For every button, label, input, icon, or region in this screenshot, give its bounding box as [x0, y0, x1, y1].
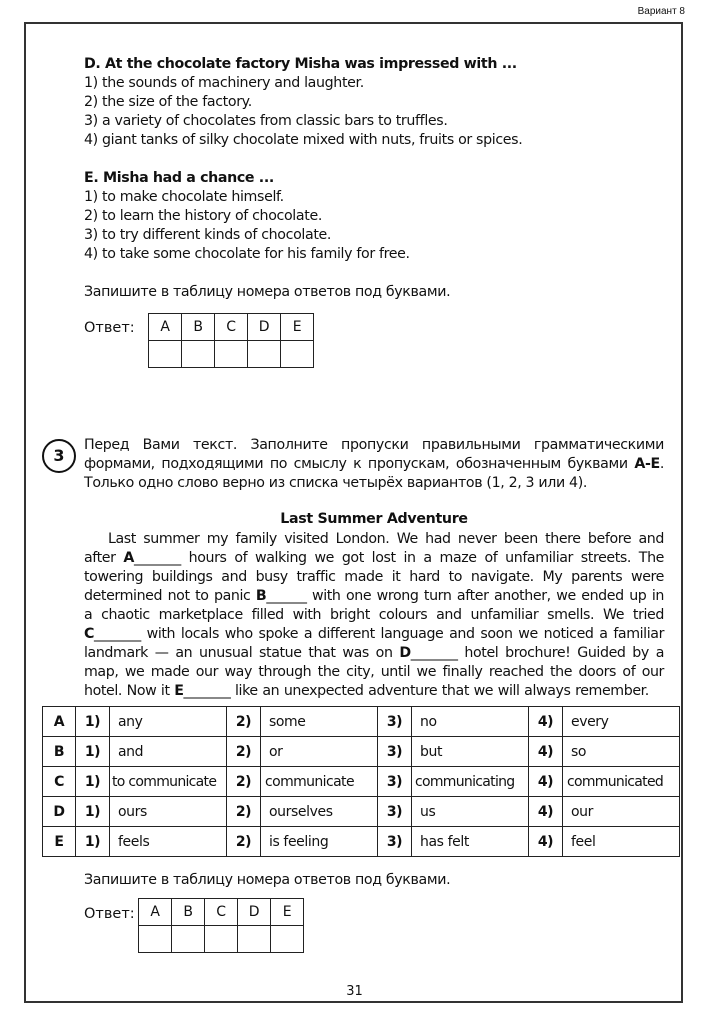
- variant-label: Вариант 8: [637, 6, 685, 17]
- answer-cell-b[interactable]: [172, 926, 205, 953]
- answer-letter: A: [139, 899, 172, 926]
- option-number: 2): [227, 767, 261, 797]
- row-letter: C: [43, 767, 76, 797]
- answer-cell-c[interactable]: [205, 926, 238, 953]
- story-title: Last Summer Adventure: [280, 511, 468, 527]
- story-segment: hours of walking we got lost in a maze of unfamiliar streets. The towering buildings and busy traffic made it hard to navigate. My parents were determined not to panic: [84, 550, 664, 604]
- option-word: is feeling: [261, 827, 378, 857]
- option-number: 1): [76, 767, 110, 797]
- page-number: 31: [346, 984, 363, 999]
- option-word: ours: [110, 797, 227, 827]
- story-segment: Last summer my family visited London. We had never been there before and after: [84, 531, 664, 566]
- answer-table-inputs: [139, 926, 304, 953]
- option-number: 4): [529, 767, 563, 797]
- story-segment: with locals who spoke a different language and soon we noticed a familiar landmark — an unusual statue that was on: [84, 626, 664, 661]
- gap-blank-e: _______: [183, 683, 231, 699]
- option-number: 4): [529, 707, 563, 737]
- question-d-option-4: 4) giant tanks of silky chocolate mixed with nuts, fruits or spices.: [84, 132, 523, 148]
- option-word: so: [563, 737, 680, 767]
- gap-letter-e: E: [174, 683, 184, 699]
- options-row-a: [43, 707, 680, 737]
- answer-letter: B: [182, 314, 215, 341]
- gap-blank-d: _______: [410, 645, 458, 661]
- answer-letter: D: [248, 314, 281, 341]
- question-d-prompt: D. At the chocolate factory Misha was impressed with ...: [84, 56, 517, 72]
- option-number: 4): [529, 737, 563, 767]
- option-word: feel: [563, 827, 680, 857]
- gap-blank-a: _______: [133, 550, 181, 566]
- option-number: 4): [529, 797, 563, 827]
- answer-instruction-1: Запишите в таблицу номера ответов под буквами.: [84, 284, 451, 300]
- option-word: feels: [110, 827, 227, 857]
- gap-letter-b: B: [255, 588, 267, 604]
- option-word: every: [563, 707, 680, 737]
- answer-cell-e[interactable]: [271, 926, 304, 953]
- row-letter: E: [43, 827, 76, 857]
- gap-blank-c: _______: [94, 626, 141, 642]
- answer-letter: C: [205, 899, 238, 926]
- task3-instruction: [84, 436, 664, 493]
- options-table: [42, 706, 680, 857]
- question-e-option-3: 3) to try different kinds of chocolate.: [84, 227, 332, 243]
- option-word: some: [261, 707, 378, 737]
- option-number: 3): [378, 737, 412, 767]
- question-d-option-2: 2) the size of the factory.: [84, 94, 252, 110]
- option-word: communicated: [563, 767, 680, 797]
- task3-instruction-text-end: . Только одно слово верно из списка четырёх вариантов (1, 2, 3 или 4).: [84, 456, 664, 491]
- answer-label-1: Ответ:: [84, 320, 135, 336]
- option-number: 1): [76, 797, 110, 827]
- option-word: ourselves: [261, 797, 378, 827]
- story-text: [84, 530, 664, 701]
- gap-letter-a: A: [123, 550, 134, 566]
- answer-table-header: [149, 314, 314, 341]
- option-number: 2): [227, 797, 261, 827]
- option-number: 2): [227, 707, 261, 737]
- question-d-option-3: 3) a variety of chocolates from classic bars to truffles.: [84, 113, 448, 129]
- option-number: 4): [529, 827, 563, 857]
- gap-letter-d: D: [399, 645, 411, 661]
- option-word: our: [563, 797, 680, 827]
- option-word: but: [412, 737, 529, 767]
- answer-cell-d[interactable]: [248, 341, 281, 368]
- option-number: 3): [378, 767, 412, 797]
- answer-letter: A: [149, 314, 182, 341]
- answer-letter: C: [215, 314, 248, 341]
- option-word: communicate: [261, 767, 378, 797]
- answer-label-2: Ответ:: [84, 906, 135, 922]
- options-row-c: [43, 767, 680, 797]
- answer-letter: E: [281, 314, 314, 341]
- answer-cell-e[interactable]: [281, 341, 314, 368]
- option-word: any: [110, 707, 227, 737]
- answer-instruction-2: Запишите в таблицу номера ответов под буквами.: [84, 872, 451, 888]
- question-e-prompt: E. Misha had a chance ...: [84, 170, 274, 186]
- answer-letter: D: [238, 899, 271, 926]
- question-d-option-1: 1) the sounds of machinery and laughter.: [84, 75, 364, 91]
- option-number: 2): [227, 737, 261, 767]
- option-number: 2): [227, 827, 261, 857]
- answer-cell-c[interactable]: [215, 341, 248, 368]
- option-number: 3): [378, 707, 412, 737]
- option-number: 3): [378, 797, 412, 827]
- answer-table-inputs: [149, 341, 314, 368]
- answer-letter: B: [172, 899, 205, 926]
- option-word: us: [412, 797, 529, 827]
- gap-letter-c: C: [84, 626, 95, 642]
- question-e-option-2: 2) to learn the history of chocolate.: [84, 208, 322, 224]
- story-segment: hotel brochure! Guided by a map, we made our way through the city, until we finally reached the doors of our hotel. Now it: [84, 645, 664, 699]
- option-word: has felt: [412, 827, 529, 857]
- answer-letter: E: [271, 899, 304, 926]
- answer-cell-b[interactable]: [182, 341, 215, 368]
- row-letter: D: [43, 797, 76, 827]
- task3-instruction-letters: A-E: [634, 456, 660, 472]
- question-e-option-4: 4) to take some chocolate for his family for free.: [84, 246, 410, 262]
- gap-blank-b: ______: [266, 588, 307, 604]
- options-row-d: [43, 797, 680, 827]
- option-word: and: [110, 737, 227, 767]
- option-word: or: [261, 737, 378, 767]
- story-segment: like an unexpected adventure that we will always remember.: [230, 683, 649, 699]
- option-word: no: [412, 707, 529, 737]
- option-number: 1): [76, 707, 110, 737]
- option-number: 1): [76, 737, 110, 767]
- options-row-b: [43, 737, 680, 767]
- question-e-option-1: 1) to make chocolate himself.: [84, 189, 284, 205]
- answer-table-2: [138, 898, 304, 953]
- answer-cell-d[interactable]: [238, 926, 271, 953]
- row-letter: A: [43, 707, 76, 737]
- option-number: 3): [378, 827, 412, 857]
- option-word: communicating: [412, 767, 529, 797]
- row-letter: B: [43, 737, 76, 767]
- answer-table-header: [139, 899, 304, 926]
- task3-instruction-text: Перед Вами текст. Заполните пропуски правильными грамматическими формами, подходящими по смыслу к пропускам, обозначенным буквами: [84, 437, 664, 472]
- answer-table-1: [148, 313, 314, 368]
- story-segment: with one wrong turn after another, we ended up in a chaotic marketplace filled with bright colours and unfamiliar smells. We tried: [84, 588, 664, 623]
- options-row-e: [43, 827, 680, 857]
- answer-cell-a[interactable]: [139, 926, 172, 953]
- option-word: to communicate: [110, 767, 227, 797]
- task-number-badge: 3: [42, 439, 76, 473]
- option-number: 1): [76, 827, 110, 857]
- answer-cell-a[interactable]: [149, 341, 182, 368]
